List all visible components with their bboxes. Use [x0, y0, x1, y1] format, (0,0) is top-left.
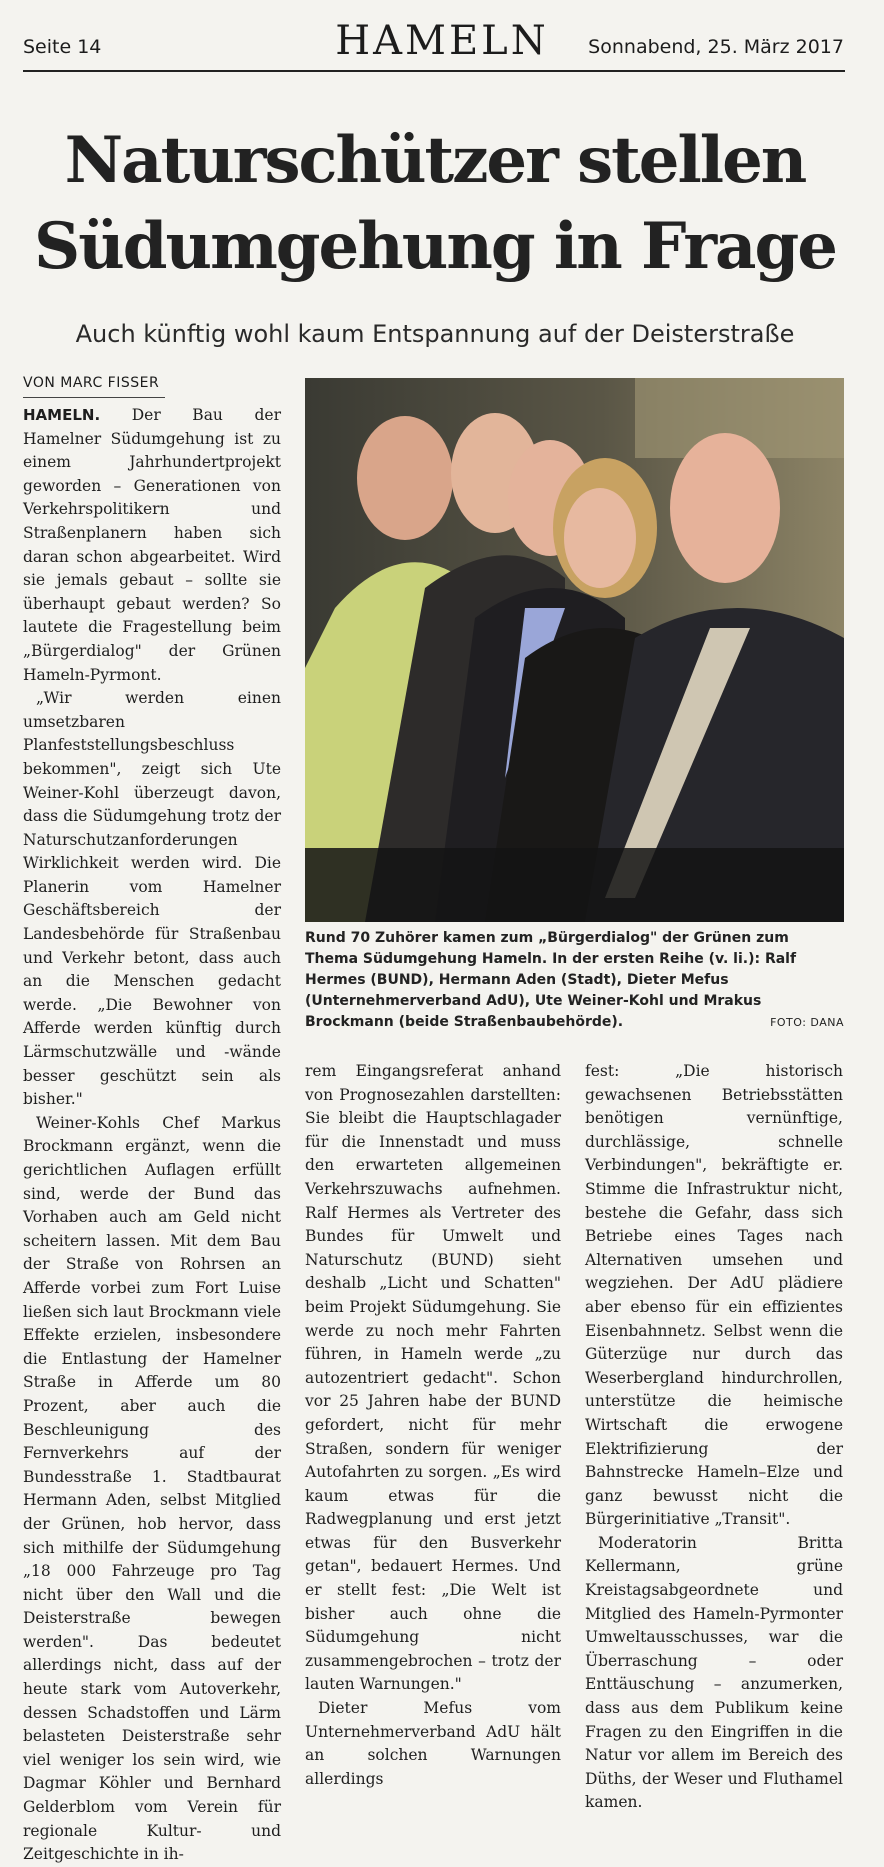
paragraph: rem Eingangsreferat anhand von Prognosezahlen darstellten: Sie bleibt die Hauptschlagader für die Innenstadt und muss den erwarteten allgemeinen Verkehrszuwachs aufnehmen. Ralf Hermes als Vertreter des Bundes für Umwelt und Naturschutz (BUND) sieht deshalb „Licht und Schatten" beim Projekt Südumgehung. Sie werde zu noch mehr Fahrten führen, in Hameln werde „zu autozentriert gedacht". Schon vor 25 Jahren habe der BUND gefordert, nicht für mehr Straßen, sondern für weniger Autofahrten zu sorgen. „Es wird kaum etwas für die Radwegplanung und erst jetzt etwas für den Busverkehr getan", bedauert Hermes. Und er stellt fest: „Die Welt ist bisher auch ohne die Südumgehung nicht zusammengebrochen – trotz der lauten Warnungen."	[305, 1062, 561, 1694]
paragraph: fest: „Die historisch gewachsenen Betriebsstätten benötigen vernünftige, durchlässige, schnelle Verbindungen", bekräftigte er. Stimme die Infrastruktur nicht, bestehe die Gefahr, dass sich Betriebe eines Tages nach Alternativen umsehen und wegziehen. Der AdU plädiere aber ebenso für ein effizientes Eisenbahnnetz. Selbst wenn die Güterzüge nur durch das Weserbergland hindurchrollen, unterstütze die heimische Wirtschaft die erwogene Elektrifizierung der Bahnstrecke Hameln–Elze und ganz bewusst nicht die Bürgerinitiative „Transit".	[585, 1062, 843, 1529]
page-number: Seite 14	[23, 36, 102, 58]
photo-credit: FOTO: DANA	[770, 1016, 844, 1029]
section-title: HAMELN	[335, 18, 549, 64]
article-column-1	[23, 404, 281, 1867]
article-photo	[305, 378, 844, 922]
byline-rule	[23, 397, 165, 398]
dateline: HAMELN.	[23, 406, 101, 424]
paragraph: Dieter Mefus vom Unternehmerverband AdU hält an solchen Warnungen allerdings	[305, 1699, 561, 1788]
article-column-3	[585, 1060, 843, 1815]
paragraph: Weiner-Kohls Chef Markus Brockmann ergänzt, wenn die gerichtlichen Auflagen erfüllt sind, werde der Bund das Vorhaben auch am Geld nicht scheitern lassen. Mit dem Bau der Straße von Rohrsen an Afferde vorbei zum Fort Luise ließen sich laut Brockmann viele Effekte erzielen, insbesondere die Entlastung der Hamelner Straße in Afferde um 80 Prozent, aber auch die Beschleunigung des Fernverkehrs auf der Bundesstraße 1. Stadtbaurat Hermann Aden, selbst Mitglied der Grünen, hob hervor, dass sich mithilfe der Südumgehung „18 000 Fahrzeuge pro Tag nicht über den Wall und die Deisterstraße bewegen werden". Das bedeutet allerdings nicht, dass auf der heute stark vom Autoverkehr, dessen Schadstoffen und Lärm belasteten Deisterstraße sehr viel weniger los sein wird, wie Dagmar Köhler und Bernhard Gelderblom vom Verein für regionale Kultur- und Zeitgeschichte in ih-	[23, 1113, 281, 1864]
headline	[20, 118, 850, 290]
article-column-2	[305, 1060, 561, 1791]
photo-caption: Rund 70 Zuhörer kamen zum „Bürgerdialog" der Grünen zum Thema Südumgehung Hameln. In der ersten Reihe (v. li.): Ralf Hermes (BUND), Hermann Aden (Stadt), Dieter Mefus (Unternehmerverband AdU), Ute Weiner-Kohl und Mrakus Brockmann (beide Straßenbaubehörde).	[305, 930, 797, 1030]
issue-date: Sonnabend, 25. März 2017	[588, 36, 844, 58]
paragraph	[23, 404, 281, 687]
headline-line-2: Südumgehung in Frage	[34, 209, 836, 284]
header-rule	[23, 70, 845, 72]
byline: VON MARC FISSER	[23, 375, 160, 391]
subheadline: Auch künftig wohl kaum Entspannung auf der Deisterstraße	[75, 320, 795, 348]
headline-line-1: Naturschützer stellen	[64, 123, 806, 198]
audience-photo-illustration	[305, 378, 844, 922]
paragraph-text: Der Bau der Hamelner Südumgehung ist zu einem Jahrhundertprojekt geworden – Generationen von Verkehrspolitikern und Straßenplanern haben sich daran schon abgearbeitet. Wird sie jemals gebaut – sollte sie überhaupt gebaut werden? So lautete die Fragestellung beim „Bürgerdialog" der Grünen Hameln-Pyrmont.	[23, 406, 281, 684]
paragraph: „Wir werden einen umsetzbaren Planfeststellungsbeschluss bekommen", zeigt sich Ute Weiner-Kohl überzeugt davon, dass die Südumgehung trotz der Naturschutzanforderungen Wirklichkeit werden wird. Die Planerin vom Hamelner Geschäftsbereich der Landesbehörde für Straßenbau und Verkehr betont, dass auch an die Menschen gedacht werde. „Die Bewohner von Afferde werden künftig durch Lärmschutzwälle und -wände besser geschützt sein als bisher."	[23, 689, 281, 1109]
paragraph: Moderatorin Britta Kellermann, grüne Kreistagsabgeordnete und Mitglied des Hameln-Pyrmonter Umweltausschusses, war die Überraschung – oder Enttäuschung – anzumerken, dass aus dem Publikum keine Fragen zu den Eingriffen in die Natur vor allem im Bereich des Düths, der Weser und Fluthamel kamen.	[585, 1533, 843, 1812]
